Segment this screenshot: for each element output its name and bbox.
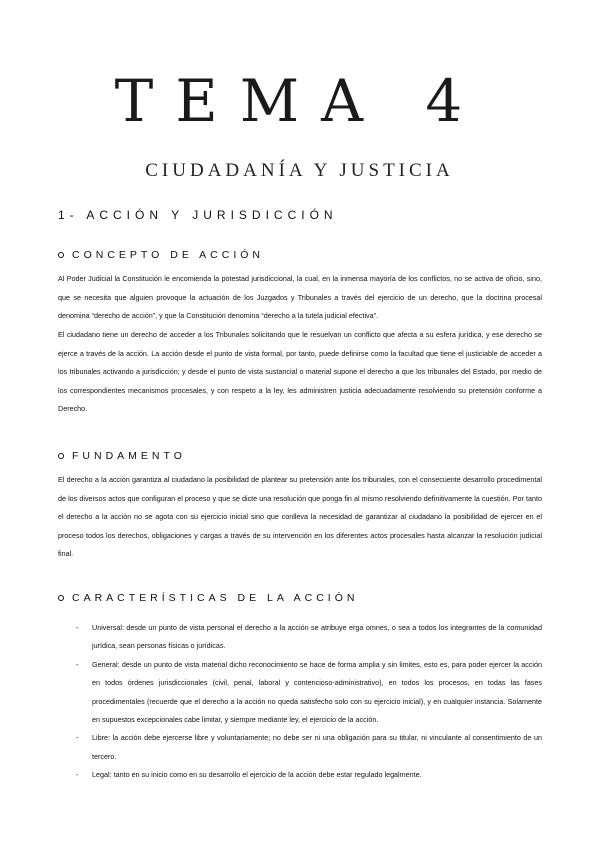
circle-bullet-icon: [58, 453, 64, 459]
list-item: [76, 766, 542, 784]
dash-bullet: -: [76, 733, 79, 743]
page-title: TEMA 4: [114, 67, 485, 135]
list-item-text: Legal: tanto en su inicio como en su desarrollo el ejercicio de la acción debe estar regulado legalmente.: [92, 770, 422, 780]
list-item: [76, 619, 542, 656]
circle-bullet-icon: [58, 595, 64, 601]
dash-bullet: -: [76, 659, 79, 669]
subsection-heading-caracteristicas: [58, 592, 358, 604]
paragraph-concepto-1: Al Poder Judicial la Constitución le encomienda la potestad jurisdiccional, la cual, en la inmensa mayoría de los conflictos, no se activa de oficio, sino, que se necesita que alguien provoque la actuación de los Juzgados y Tribunales a través del ejercicio de un derecho, que la doctrina procesal denomina “derecho de acción”, y que la Constitución denomina “derecho a la tutela judicial efectiva”.: [58, 274, 542, 321]
circle-bullet-icon: [58, 252, 64, 258]
list-item-text: Libre: la acción debe ejercerse libre y voluntariamente; no debe ser ni una obligación para su titular, ni vinculante al consentimiento de un tercero.: [92, 733, 542, 761]
list-item: [76, 656, 542, 730]
subsection-heading-text: FUNDAMENTO: [72, 450, 186, 462]
list-item: [76, 729, 542, 766]
list-item-text: Universal: desde un punto de vista personal el derecho a la acción se atribuye erga omnes, o sea a todos los integrantes de la comunidad jurídica, sean personas físicas o jurídicas.: [92, 623, 542, 651]
paragraph-fundamento: El derecho a la acción garantiza al ciudadano la posibilidad de plantear su pretensión ante los tribunales, con el consecuente desarrollo procedimental de los diversos actos que configuran el proceso y que se dicte una resolución que ponga fin al mismo resolviendo definitivamente la cuestión. Por tanto el derecho a la acción no se agota con su ejercicio inicial sino que conlleva la necesidad de garantizar al ciudadano la posibilidad de ejercer en el proceso todos los derechos, obligaciones y cargas a través de su intervención en los diferentes actos procesales hasta alcanzar la resolución judicial final.: [58, 475, 542, 559]
page-subtitle: CIUDADANÍA Y JUSTICIA: [145, 160, 454, 181]
caracteristicas-list: [76, 619, 542, 785]
subsection-heading-fundamento: [58, 450, 186, 462]
subsection-heading-text: CONCEPTO DE ACCIÓN: [72, 249, 264, 261]
dash-bullet: -: [76, 623, 79, 632]
subsection-heading-concepto: [58, 249, 264, 261]
list-item-text: General: desde un punto de vista material dicho reconocimiento se hace de forma amplia y sin limites, esto es, para poder ejercer la acción en todos órdenes jurisdiccionales (civil, penal, laboral y contencioso-administrativo), en todos los procesos, en todas las fases procedimentales (recuerde que el derecho a la acción no queda satisfecho solo con su ejercicio inicial), y en cualquier instancia. Solamente en supuestos excepcionales cabe limitar, y siempre mediante ley, el ejercicio de la acción.: [92, 659, 542, 725]
dash-bullet: -: [76, 770, 79, 780]
section-heading-accion-jurisdiccion: 1- ACCIÓN Y JURISDICCIÓN: [58, 208, 338, 222]
paragraph-concepto-2: El ciudadano tiene un derecho de acceder a los Tribunales solicitando que le resuelvan un conflicto que afecta a su esfera jurídica, y ese derecho se ejerce a través de la acción. La acción desde el punto de vista formal, por tanto, puede definirse como la facultad que tiene el justiciable de acceder a los tribunales activando a jurisdicción; y desde el punto de vista sustancial o material supone el derecho a que los tribunales del Estado, por medio de los correspondientes mecanismos procesales, y con respeto a la ley, les administren justicia adecuadamente resolviendo su pretensión conforme a Derecho.: [58, 330, 542, 414]
subsection-heading-text: CARACTERÍSTICAS DE LA ACCIÓN: [72, 592, 359, 604]
